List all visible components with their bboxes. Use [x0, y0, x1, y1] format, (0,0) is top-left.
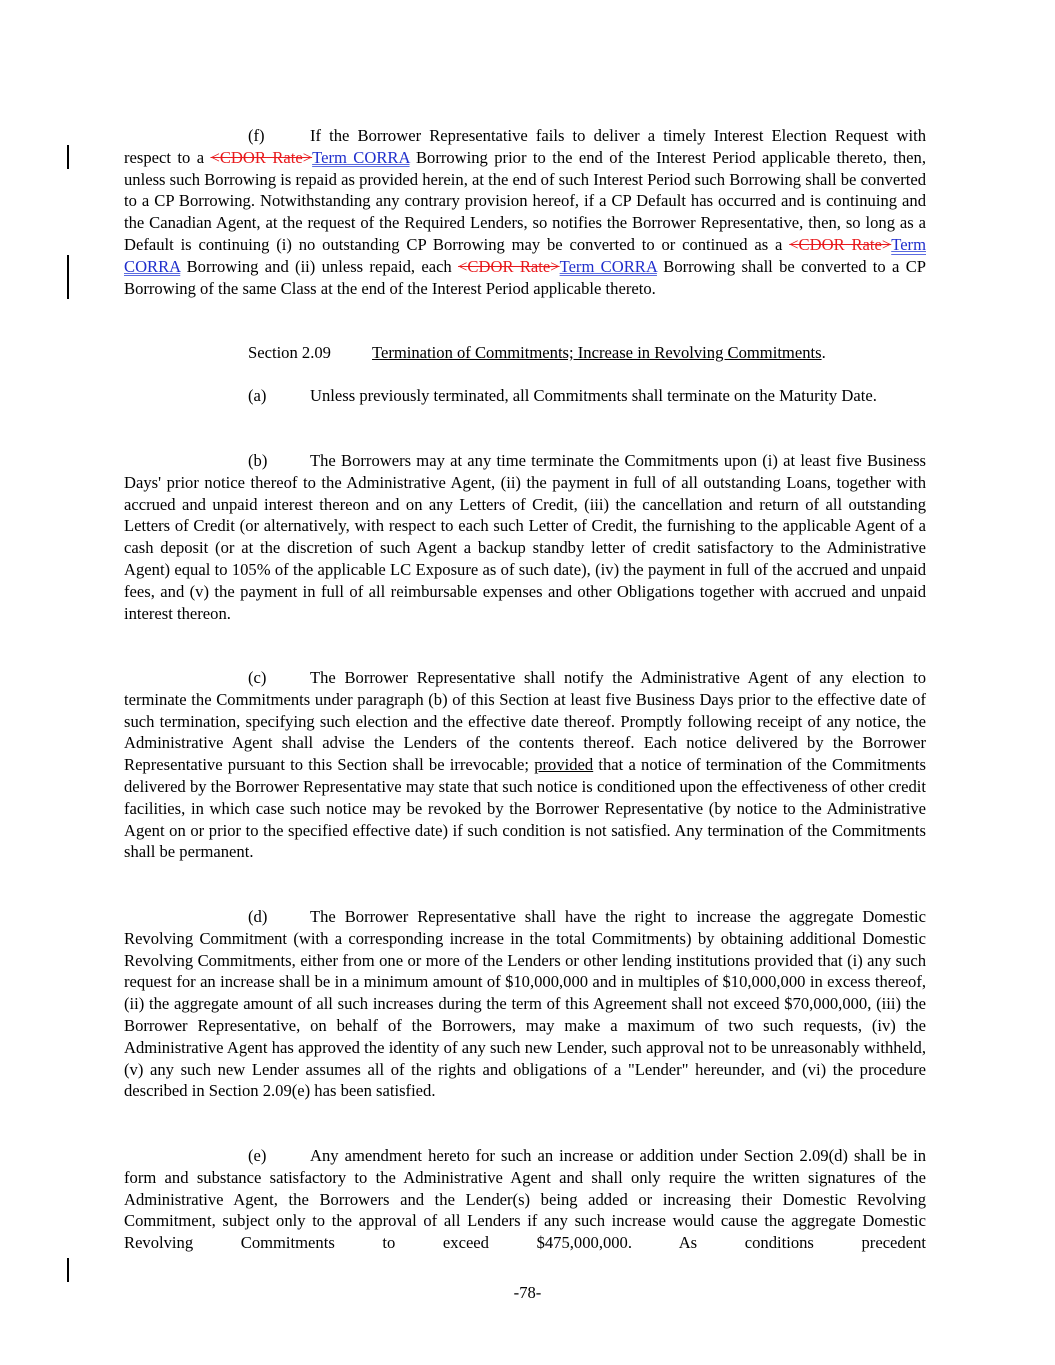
paragraph-text: The Borrower Representative shall notify the Administrative Agent of any election to terminate the Commitments under paragraph (b) of this Section at least five Business Days prior to the effective date of such termination, specifying such election and the effective date thereof. Promptly following receipt of any notice, the Administrative Agent shall advise the Lenders of the contents thereof. Each notice delivered by the Borrower Representative pursuant to this Section shall be irrevocable; — [124, 668, 926, 775]
section-title: Termination of Commitments; Increase in Revolving Commitments — [372, 343, 822, 362]
inserted-text: Term CORRA — [559, 256, 657, 276]
paragraph-e-block — [124, 1145, 926, 1254]
paragraph-c — [124, 667, 926, 863]
paragraph-label: (b) — [248, 451, 268, 470]
inserted-text: Term CORRA — [312, 147, 410, 167]
paragraph-text: Borrowing shall be converted to a CP Borrowing of the same Class at the end of the Interest Period applicable thereto. — [124, 256, 926, 298]
deleted-text: <CDOR Rate> — [789, 234, 892, 254]
paragraph-text: The Borrower Representative shall have the right to increase the aggregate Domestic Revolving Commitment (with a corresponding increase in the total Commitments) by obtaining additional Domestic Revolving Commitments, either from one or more of the Lenders or other lending institutions provided that (i) any such request for an increase shall be in a minimum amount of $10,000,000 and in multiples of $10,000,000 in excess thereof, (ii) the aggregate amount of all such increases during the term of this Agreement shall not exceed $70,000,000, (iii) the Borrower Representative, on behalf of the Borrowers, may make a maximum of two such requests, (iv) the Administrative Agent has approved the identity of any such new Lender, such approval not to be unreasonably withheld, (v) any such new Lender assumes all of the rights and obligations of a "Lender" hereunder, and (vi) the procedure described in Section 2.09(e) has been satisfied. — [124, 907, 926, 1101]
inserted-text: Term CORRA — [124, 234, 926, 276]
paragraph-a — [124, 385, 926, 407]
paragraph-text: If the Borrower Representative fails to deliver a timely Interest Election Request with respect to a — [124, 126, 926, 167]
section-heading-block — [124, 342, 926, 364]
paragraph-f-block — [124, 125, 926, 299]
paragraph-e — [124, 1145, 926, 1254]
paragraph-text: that a notice of termination of the Commitments delivered by the Borrower Representative may state that such notice is conditioned upon the effectiveness of other credit facilities, in which case such notice may be revoked by the Borrower Representative (by notice to the Administrative Agent on or prior to the specified effective date) if such condition is not satisfied. Any termination of the Commitments shall be permanent. — [124, 755, 926, 862]
paragraph-text: Borrowing and (ii) unless repaid, each — [180, 256, 459, 276]
paragraph-d — [124, 906, 926, 1102]
paragraph-text: Borrowing prior to the end of the Interest Period applicable thereto, then, unless such Borrowing is repaid as provided herein, at the end of such Interest Period such Borrowing shall be converted to a CP Borrowing. Notwithstanding any contrary provision hereof, if a CP Default has occurred and is continuing and the Canadian Agent, at the request of the Required Lenders, so notifies the Borrower Representative, then, so long as a Default is continuing (i) no outstanding CP Borrowing may be converted to or continued as a — [124, 147, 926, 254]
change-bar — [67, 1258, 69, 1282]
paragraph-d-block — [124, 906, 926, 1102]
paragraph-text: The Borrowers may at any time terminate the Commitments upon (i) at least five Business Days' prior notice thereof to the Administrative Agent, (ii) the payment in full of all outstanding Loans, together with accrued and unpaid interest thereon and on any Letters of Credit, (iii) the cancellation and return of all outstanding Letters of Credit (or alternatively, with respect to each such Letter of Credit, the furnishing to the applicable Agent of a cash deposit (or at the discretion of such Agent a backup standby letter of credit satisfactory to the Administrative Agent) equal to 105% of the applicable LC Exposure as of such date), (iv) the payment in full of the accrued and unpaid fees, and (v) the payment in full of all reimbursable expenses and other Obligations together with accrued and unpaid interest thereon. — [124, 451, 926, 623]
paragraph-b — [124, 450, 926, 624]
page-number: -78- — [513, 1283, 542, 1302]
paragraph-label: (d) — [248, 907, 268, 926]
paragraph-text: Unless previously terminated, all Commitments shall terminate on the Maturity Date. — [310, 386, 877, 405]
change-bar — [67, 255, 69, 299]
provided-underlined: provided — [534, 755, 594, 775]
paragraph-a-block — [124, 385, 926, 407]
deleted-text: <CDOR Rate> — [458, 256, 560, 276]
paragraph-f — [124, 125, 926, 299]
deleted-text: <CDOR Rate> — [210, 147, 313, 167]
section-number: Section 2.09 — [248, 343, 331, 362]
section-title-period: . — [821, 343, 826, 362]
section-heading — [124, 342, 926, 364]
paragraph-text: Any amendment hereto for such an increase or addition under Section 2.09(d) shall be in form and substance satisfactory to the Administrative Agent and shall only require the written signatures of the Administrative Agent, the Borrowers and the Lender(s) being added or increasing their Domestic Revolving Commitment, subject only to the approval of all Lenders if any such increase would cause the aggregate Domestic Revolving Commitments to exceed $475,000,000. As conditions precedent — [124, 1146, 926, 1253]
paragraph-b-block — [124, 450, 926, 624]
paragraph-label: (f) — [248, 126, 265, 145]
change-bar — [67, 145, 69, 169]
paragraph-label: (e) — [248, 1146, 267, 1165]
paragraph-label: (a) — [248, 386, 267, 405]
paragraph-label: (c) — [248, 668, 267, 687]
paragraph-c-block — [124, 667, 926, 863]
